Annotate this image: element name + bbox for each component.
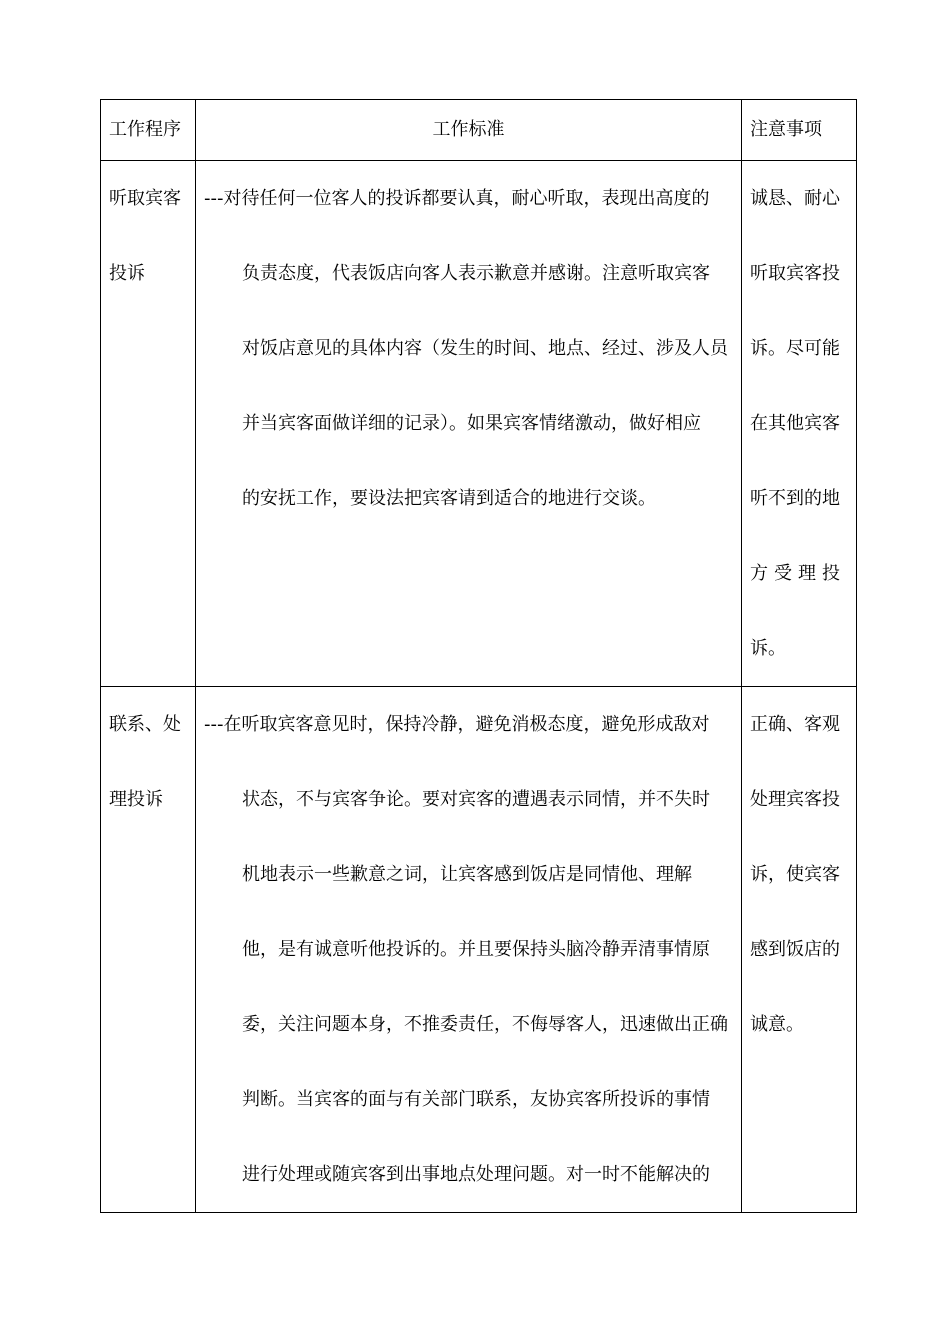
standard-line: 进行处理或随宾客到出事地点处理问题。对一时不能解决的 — [242, 1164, 710, 1185]
notes-cell — [742, 687, 857, 1213]
procedure-line: 听取宾客 — [109, 188, 181, 209]
notes-line: 听取宾客投 — [750, 263, 840, 284]
procedure-cell — [101, 161, 196, 687]
header-notes-label: 注意事项 — [750, 119, 822, 140]
standard-cell — [196, 161, 742, 687]
notes-line: 诚意。 — [750, 1014, 804, 1035]
standard-line: 的安抚工作，要设法把宾客请到适合的地进行交谈。 — [242, 488, 656, 509]
header-standard-label: 工作标准 — [432, 119, 505, 140]
standard-line: 对饭店意见的具体内容（发生的时间、地点、经过、涉及人员 — [242, 338, 728, 359]
notes-line: 处理宾客投 — [750, 789, 840, 810]
standard-line: 判断。当宾客的面与有关部门联系，友协宾客所投诉的事情 — [242, 1089, 710, 1110]
notes-line: 在其他宾客 — [750, 413, 840, 434]
procedure-line: 理投诉 — [109, 789, 163, 810]
standard-line: 负责态度，代表饭店向客人表示歉意并感谢。注意听取宾客 — [242, 263, 710, 284]
standard-line: ---对待任何一位客人的投诉都要认真，耐心听取，表现出高度的 — [204, 188, 710, 209]
notes-line: 诉。尽可能 — [750, 338, 840, 359]
notes-line: 正确、客观 — [750, 714, 840, 735]
standard-line: 他，是有诚意听他投诉的。并且要保持头脑冷静弄清事情原 — [242, 939, 710, 960]
header-standard — [196, 100, 742, 161]
header-notes — [742, 100, 857, 161]
notes-line: 诉，使宾客 — [750, 864, 840, 885]
notes-line: 听不到的地 — [750, 488, 840, 509]
notes-line: 感到饭店的 — [750, 939, 840, 960]
standard-cell — [196, 687, 742, 1213]
table-row — [101, 161, 857, 687]
notes-line: 方受理投 — [750, 563, 846, 584]
standard-line: 委，关注问题本身，不推委责任，不侮辱客人，迅速做出正确 — [242, 1014, 728, 1035]
table-header-row — [101, 100, 857, 161]
procedure-line: 投诉 — [109, 263, 145, 284]
procedure-line: 联系、处 — [109, 714, 181, 735]
standard-line: 状态，不与宾客争论。要对宾客的遭遇表示同情，并不失时 — [242, 789, 710, 810]
table-row — [101, 687, 857, 1213]
procedure-table — [100, 99, 857, 1213]
procedure-cell — [101, 687, 196, 1213]
standard-line: ---在听取宾客意见时，保持冷静，避免消极态度，避免形成敌对 — [204, 714, 710, 735]
standard-line: 机地表示一些歉意之词，让宾客感到饭店是同情他、理解 — [242, 864, 692, 885]
standard-line: 并当宾客面做详细的记录）。如果宾客情绪激动，做好相应 — [242, 413, 701, 434]
notes-line: 诚恳、耐心 — [750, 188, 840, 209]
header-procedure — [101, 100, 196, 161]
notes-line: 诉。 — [750, 638, 786, 659]
notes-cell — [742, 161, 857, 687]
header-procedure-label: 工作程序 — [109, 119, 181, 140]
